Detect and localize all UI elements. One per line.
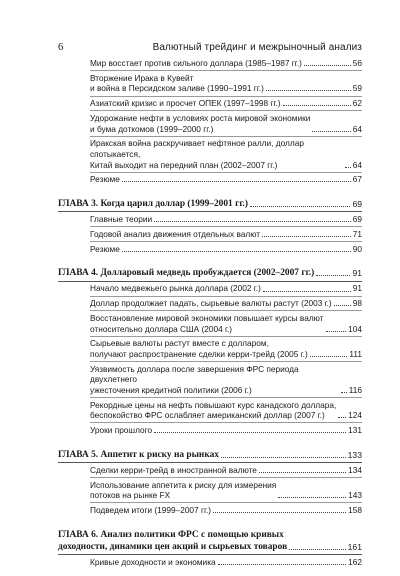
chapter-heading bbox=[58, 449, 362, 461]
chapter-title-text: ГЛАВА 4. Долларовый медведь пробуждается (2002–2007 гг.) bbox=[58, 268, 315, 279]
chapter-rule bbox=[58, 554, 362, 555]
toc-entry bbox=[58, 138, 362, 170]
toc-entry bbox=[58, 364, 362, 396]
separator-line bbox=[90, 336, 362, 337]
toc-entry-line: Доллар продолжает падать, сырьевые валюты растут (2003 г.) bbox=[90, 298, 332, 309]
dot-leader bbox=[304, 65, 351, 66]
toc-entry bbox=[58, 214, 362, 225]
toc-entry bbox=[58, 244, 362, 255]
toc-entry-page: 116 bbox=[348, 384, 362, 395]
toc-entry-line: Годовой анализ движения отдельных валют bbox=[90, 228, 261, 239]
dot-leader bbox=[334, 305, 351, 306]
toc-entry-page: 143 bbox=[348, 490, 362, 501]
toc-entry-title bbox=[90, 214, 152, 225]
toc-entry-page: 59 bbox=[352, 83, 362, 94]
separator-line bbox=[90, 397, 362, 398]
toc-entry-title bbox=[90, 113, 310, 134]
chapter-heading bbox=[58, 267, 362, 279]
toc-entry-page: 90 bbox=[352, 243, 362, 254]
toc-entry-title bbox=[90, 229, 260, 240]
dot-leader bbox=[341, 392, 347, 393]
dot-leader bbox=[310, 356, 348, 357]
toc-entry-line: Рекордные цены на нефть повышают курс канадского доллара, bbox=[90, 399, 337, 410]
chapter-2-continued bbox=[58, 58, 362, 185]
dot-leader bbox=[326, 331, 347, 332]
toc-entry-title bbox=[90, 98, 281, 109]
toc-entry-line: Уроки прошлого bbox=[90, 425, 153, 436]
toc-entry-page: 71 bbox=[352, 228, 362, 239]
toc-entry bbox=[58, 338, 362, 359]
separator-line bbox=[90, 241, 362, 242]
toc-entry-title bbox=[90, 298, 332, 309]
toc-entry-page: 62 bbox=[352, 98, 362, 109]
toc-entry bbox=[58, 73, 362, 94]
toc-entry-title bbox=[90, 557, 216, 568]
dot-leader bbox=[338, 417, 346, 418]
toc-entry-title bbox=[90, 58, 302, 69]
toc-entry-line: Китай выходит на передний план (2002–2007 гг.) bbox=[90, 159, 278, 170]
toc-entry-title bbox=[90, 364, 339, 396]
toc-entry-page: 64 bbox=[352, 123, 362, 134]
toc-entry-page: 158 bbox=[348, 505, 362, 515]
toc-entry-page: 64 bbox=[352, 159, 362, 170]
toc-entry bbox=[58, 400, 362, 421]
separator-line bbox=[90, 361, 362, 362]
toc-entry-line: Кривые доходности и экономика bbox=[90, 556, 216, 567]
separator-line bbox=[90, 136, 362, 137]
chapter-title-line: ГЛАВА 6. Анализ политики ФРС с помощью кривых bbox=[58, 529, 284, 540]
toc-entry-title bbox=[90, 465, 257, 476]
toc-entry bbox=[58, 174, 362, 185]
toc-entry-title bbox=[90, 138, 343, 170]
toc-entry-line: получают распространение сделки керри-трейд (2005 г.) bbox=[90, 348, 308, 359]
page-header bbox=[58, 42, 362, 53]
toc-entry-page: 111 bbox=[349, 348, 362, 359]
dot-leader bbox=[289, 549, 346, 550]
chapter-rule bbox=[58, 281, 362, 282]
dot-leader bbox=[259, 472, 346, 473]
chapter-page: 133 bbox=[347, 449, 362, 460]
separator-line bbox=[90, 226, 362, 227]
toc-entry-title bbox=[90, 425, 152, 436]
separator-line bbox=[90, 502, 362, 503]
separator-line bbox=[90, 310, 362, 311]
toc-entry-line: Иракская война раскручивает нефтяное ралли, доллар спотыкается, bbox=[90, 138, 304, 159]
toc-entry-title bbox=[90, 73, 264, 94]
dot-leader bbox=[263, 291, 351, 292]
toc-entry-title bbox=[90, 174, 120, 185]
chapter-page: 91 bbox=[352, 268, 362, 279]
toc-entry bbox=[58, 313, 362, 334]
toc-entry-line: Сделки керри-трейд в иностранной валюте bbox=[90, 464, 257, 475]
chapter-heading bbox=[58, 198, 362, 210]
toc-entry bbox=[58, 229, 362, 240]
toc-entry-line: относительно доллара США (2004 г.) bbox=[90, 323, 233, 334]
toc-entry bbox=[58, 480, 362, 501]
toc-entry-line: Сырьевые валюты растут вместе с долларом, bbox=[90, 338, 269, 349]
toc-entry-title bbox=[90, 338, 308, 359]
chapter-page: 161 bbox=[347, 541, 362, 552]
chapter-6 bbox=[58, 529, 362, 568]
separator-line bbox=[90, 110, 362, 111]
toc-entry-page: 98 bbox=[352, 298, 362, 309]
chapter-title-text: ГЛАВА 3. Когда царил доллар (1999–2001 гг.) bbox=[58, 198, 248, 209]
toc-entry bbox=[58, 465, 362, 476]
separator-line bbox=[90, 96, 362, 97]
dot-leader bbox=[250, 206, 350, 207]
toc-entry-page: 56 bbox=[352, 58, 362, 68]
running-title: Валютный трейдинг и межрыночный анализ bbox=[152, 42, 362, 53]
toc-entry-line: Мир восстает против сильного доллара (1985–1987 гг.) bbox=[90, 58, 302, 68]
dot-leader bbox=[221, 457, 346, 458]
toc-entry-page: 134 bbox=[348, 464, 362, 475]
toc-entry-page: 131 bbox=[348, 425, 362, 436]
dot-leader bbox=[262, 236, 351, 237]
separator-line bbox=[90, 477, 362, 478]
toc-entry-page: 69 bbox=[352, 214, 362, 225]
toc-entry-line: Подведем итоги (1999–2007 гг.) bbox=[90, 505, 212, 515]
toc-entry-title bbox=[90, 505, 211, 516]
toc-entry-line: Начало медвежьего рынка доллара (2002 г.) bbox=[90, 283, 261, 294]
toc-entry-title bbox=[90, 313, 324, 334]
toc-entry-line: беспокойство ФРС ослабляет американский доллар (2007 г.) bbox=[90, 410, 325, 421]
toc-entry-page: 67 bbox=[352, 174, 362, 185]
chapter-title-line: доходности, динамики цен акций и сырьевых товаров bbox=[58, 541, 288, 552]
separator-line bbox=[90, 172, 362, 173]
toc-entry-line: Использование аппетита к риску для измерения bbox=[90, 479, 277, 490]
dot-leader bbox=[312, 131, 350, 132]
toc-entry-line: потоков на рынке FX bbox=[90, 490, 171, 501]
toc-entry-line: и война в Персидском заливе (1990–1991 гг.) bbox=[90, 83, 264, 94]
toc-entry-title bbox=[90, 283, 261, 294]
chapter-3 bbox=[58, 198, 362, 254]
table-of-contents bbox=[58, 58, 362, 567]
dot-leader bbox=[278, 497, 346, 498]
page-number: 6 bbox=[58, 42, 64, 53]
dot-leader bbox=[316, 275, 350, 276]
toc-entry bbox=[58, 283, 362, 294]
toc-entry-line: Главные теории bbox=[90, 214, 153, 225]
toc-entry-line: Восстановление мировой экономики повышает курсы валют bbox=[90, 312, 324, 323]
chapter-rule bbox=[58, 462, 362, 463]
dot-leader bbox=[213, 512, 346, 513]
dot-leader bbox=[266, 90, 351, 91]
separator-line bbox=[90, 70, 362, 71]
chapter-title bbox=[58, 529, 287, 553]
toc-entry bbox=[58, 425, 362, 436]
toc-entry-line: Резюме bbox=[90, 243, 120, 254]
chapter-title bbox=[58, 198, 248, 210]
toc-entry bbox=[58, 98, 362, 109]
chapter-page: 69 bbox=[352, 198, 362, 209]
toc-entry bbox=[58, 505, 362, 516]
chapter-title bbox=[58, 267, 314, 279]
toc-entry bbox=[58, 298, 362, 309]
toc-entry-page: 162 bbox=[348, 556, 362, 567]
toc-entry-title bbox=[90, 400, 336, 421]
toc-entry-line: Резюме bbox=[90, 174, 120, 185]
separator-line bbox=[90, 296, 362, 297]
dot-leader bbox=[345, 167, 351, 168]
toc-entry-line: Удорожание нефти в условиях роста мировой экономики bbox=[90, 112, 311, 123]
toc-entry-line: и бума доткомов (1999–2000 гг.) bbox=[90, 123, 214, 134]
chapter-5 bbox=[58, 449, 362, 516]
toc-entry-line: Вторжение Ирака в Кувейт bbox=[90, 72, 194, 83]
toc-entry-line: ужесточения кредитной политики (2006 г.) bbox=[90, 384, 252, 395]
toc-entry-page: 124 bbox=[348, 410, 362, 421]
separator-line bbox=[90, 422, 362, 423]
dot-leader bbox=[122, 251, 351, 252]
dot-leader bbox=[154, 221, 351, 222]
toc-entry bbox=[58, 113, 362, 134]
chapter-title-text: ГЛАВА 5. Аппетит к риску на рынках bbox=[58, 449, 219, 460]
chapter-heading bbox=[58, 529, 362, 553]
toc-entry-page: 91 bbox=[352, 283, 362, 294]
dot-leader bbox=[283, 105, 351, 106]
chapter-rule bbox=[58, 211, 362, 212]
chapter-4 bbox=[58, 267, 362, 435]
toc-entry-title bbox=[90, 244, 120, 255]
dot-leader bbox=[154, 432, 346, 433]
toc-entry bbox=[58, 58, 362, 69]
toc-entry-page: 104 bbox=[348, 323, 362, 334]
toc-entry-line: Азиатский кризис и просчет ОПЕК (1997–1998 гг.) bbox=[90, 98, 281, 109]
dot-leader bbox=[218, 564, 347, 565]
chapter-title bbox=[58, 449, 219, 461]
dot-leader bbox=[122, 181, 351, 182]
toc-entry bbox=[58, 557, 362, 568]
toc-entry-line: Уязвимость доллара после завершения ФРС периода двухлетнего bbox=[90, 363, 299, 385]
toc-entry-title bbox=[90, 480, 276, 501]
